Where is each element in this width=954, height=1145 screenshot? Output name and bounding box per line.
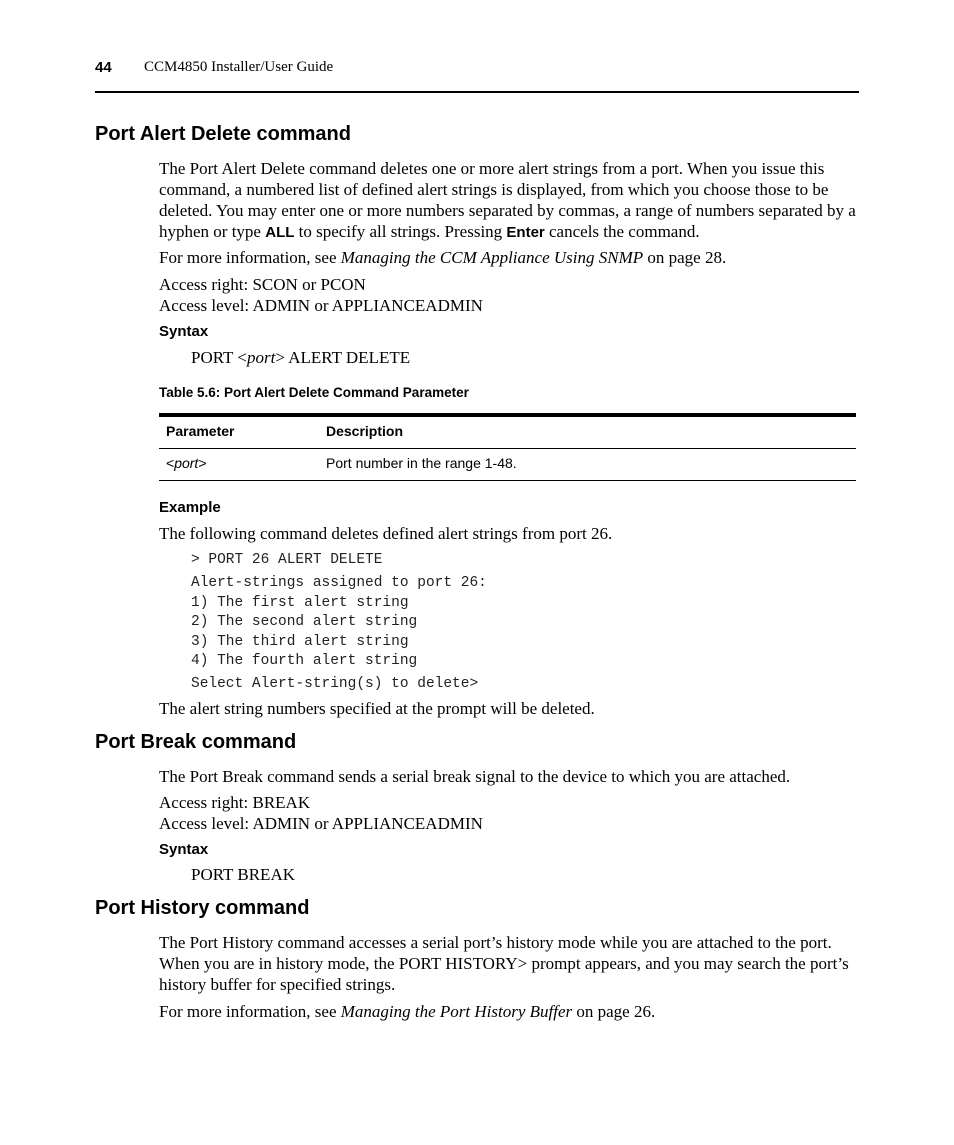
desc-text-2: to specify all strings. Pressing bbox=[294, 222, 507, 241]
closing-text: The alert string numbers specified at the prompt will be deleted. bbox=[159, 699, 595, 718]
param-name: port bbox=[174, 455, 199, 471]
example-heading: Example bbox=[159, 499, 221, 516]
syntax-pre: PORT < bbox=[191, 348, 247, 367]
cross-reference-history: Managing the Port History Buffer bbox=[340, 1002, 573, 1021]
section-title-port-history: Port History command bbox=[95, 897, 310, 919]
guide-title: CCM4850 Installer/User Guide bbox=[144, 59, 334, 75]
more-info-suffix: on page 26. bbox=[572, 1002, 656, 1021]
code-output-line: 3) The third alert string bbox=[191, 633, 409, 650]
param-bracket-close: > bbox=[198, 455, 207, 471]
example-intro: The following command deletes defined alert strings from port 26. bbox=[159, 524, 613, 543]
more-info-suffix: on page 28. bbox=[643, 248, 727, 267]
table-caption: Table 5.6: Port Alert Delete Command Parameter bbox=[159, 385, 469, 400]
table-row bbox=[159, 449, 856, 480]
access-right: Access right: BREAK bbox=[159, 793, 311, 812]
code-output-line: 1) The first alert string bbox=[191, 594, 409, 611]
code-output-line: 2) The second alert string bbox=[191, 614, 418, 630]
column-header-description: Description bbox=[326, 423, 404, 439]
syntax-heading: Syntax bbox=[159, 323, 209, 340]
keyword-enter: Enter bbox=[506, 224, 545, 241]
cell-parameter bbox=[166, 455, 207, 471]
syntax-post: > ALERT DELETE bbox=[275, 348, 411, 367]
table-header-row bbox=[159, 417, 856, 449]
syntax-line bbox=[191, 347, 410, 368]
syntax-heading: Syntax bbox=[159, 841, 209, 858]
alert-delete-description bbox=[159, 158, 859, 243]
desc-text-1: The Port Alert Delete command deletes one or more alert strings from a port. When you issue this command, a numbered list of defined alert strings is displayed, from which you choose those to be deleted. You may enter one or more numbers separated by commas, a range of numbers separated by a hyphen or type bbox=[159, 159, 856, 241]
access-level: Access level: ADMIN or APPLIANCEADMIN bbox=[159, 296, 483, 315]
access-right: Access right: SCON or PCON bbox=[159, 275, 366, 294]
code-output-line: Alert-strings assigned to port 26: bbox=[191, 575, 487, 591]
keyword-all: ALL bbox=[265, 224, 295, 241]
column-header-parameter: Parameter bbox=[166, 423, 235, 439]
more-info-history bbox=[159, 1001, 859, 1022]
access-level: Access level: ADMIN or APPLIANCEADMIN bbox=[159, 814, 483, 833]
more-info-prefix: For more information, see bbox=[159, 248, 341, 267]
code-output-line: 4) The fourth alert string bbox=[191, 653, 418, 669]
cross-reference-snmp: Managing the CCM Appliance Using SNMP bbox=[340, 248, 644, 267]
param-bracket-open: < bbox=[166, 455, 175, 471]
code-command: > PORT 26 ALERT DELETE bbox=[191, 552, 383, 568]
cell-description: Port number in the range 1-48. bbox=[326, 455, 517, 471]
port-history-description: The Port History command accesses a serial port’s history mode while you are attached to the port. When you are in history mode, the PORT HISTORY> prompt appears, and you may search the port’s history buffer for specified strings. bbox=[159, 933, 849, 994]
section-title-port-alert-delete: Port Alert Delete command bbox=[95, 123, 351, 145]
port-break-description: The Port Break command sends a serial break signal to the device to which you are attached. bbox=[159, 767, 791, 786]
code-prompt: Select Alert-string(s) to delete> bbox=[191, 676, 479, 692]
page-header bbox=[95, 59, 859, 93]
syntax-param: port bbox=[246, 348, 276, 367]
syntax-line: PORT BREAK bbox=[191, 865, 295, 884]
section-title-port-break: Port Break command bbox=[95, 731, 297, 753]
desc-text-3: cancels the command. bbox=[544, 222, 700, 241]
more-info-prefix: For more information, see bbox=[159, 1002, 341, 1021]
page-number: 44 bbox=[95, 59, 112, 76]
more-info-snmp bbox=[159, 247, 859, 268]
parameter-table bbox=[159, 413, 856, 481]
